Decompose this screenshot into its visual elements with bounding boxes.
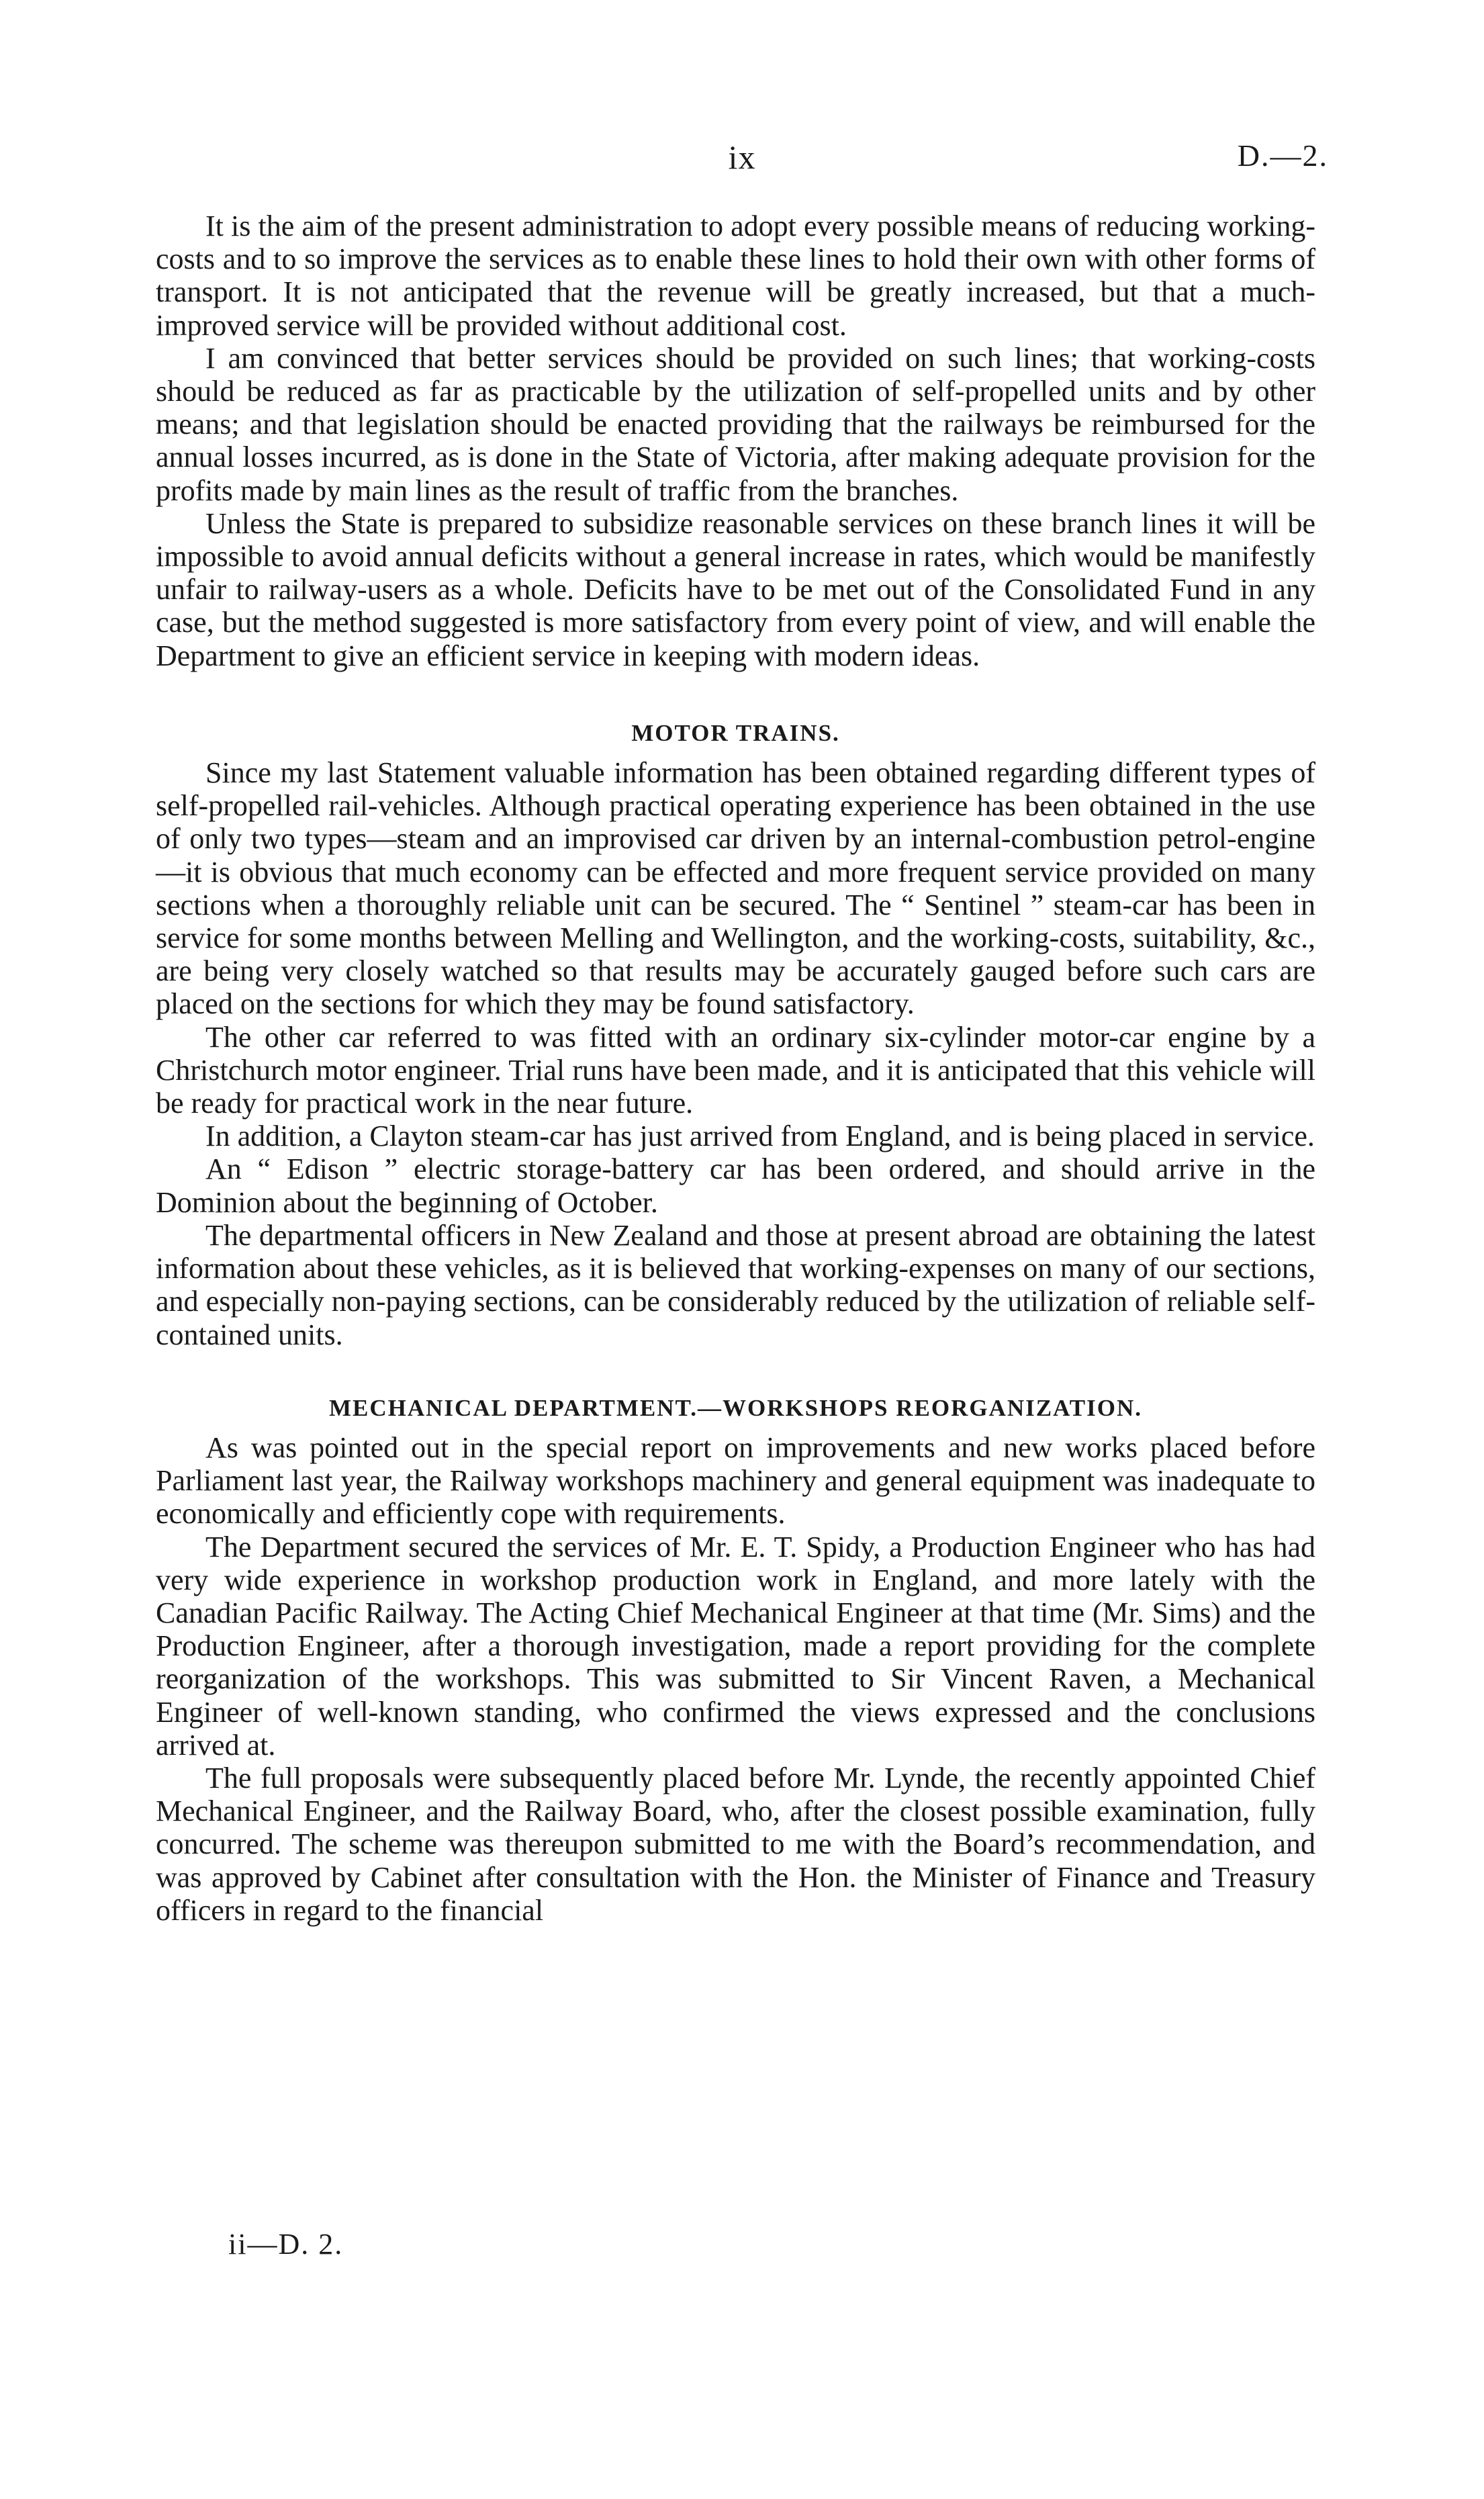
document-body [156,210,1315,1927]
paragraph: The departmental officers in New Zealand and those at present abroad are obtaining the latest information about these vehicles, as it is believed that working-expenses on many of our sections, and especially non-paying sections, can be considerably reduced by the utilization of reliable self-contained units. [156,1218,1315,1351]
paragraph: As was pointed out in the special report on improvements and new works placed before Parliament last year, the Railway workshops machinery and general equipment was inadequate to economically and efficiently cope with requirements. [156,1430,1315,1531]
document-reference: D.—2. [1237,138,1328,173]
paragraph: I am convinced that better services should be provided on such lines; that working-costs should be reduced as far as practicable by the utilization of self-propelled units and by other means; and that legislation should be enacted providing that the railways be reimbursed for the annual losses incurred, as is done in the State of Victoria, after making adequate provision for the profits made by main lines as the result of traffic from the branches. [156,341,1315,507]
paragraph: It is the aim of the present administration to adopt every possible means of reducing working-costs and to so improve the services as to enable these lines to hold their own with other forms of transport. It is not anticipated that the revenue will be greatly increased, but that a much-improved service will be provided without additional cost. [156,210,1315,342]
paragraph: Since my last Statement valuable information has been obtained regarding different types of self-propelled rail-vehicles. Although practical operating experience has been obtained in the use of only two types—steam and an improvised car driven by an internal-combustion petrol-engine—it is obvious that much economy can be effected and more frequent service provided on many sections when a thoroughly reliable unit can be secured. The “ Sentinel ” steam-car has been in service for some months between Melling and Wellington, and the working-costs, suitability, &c., are being very closely watched so that results may be accurately gauged before such cars are placed on the sections for which they may be found satisfactory. [156,756,1315,1021]
paragraph: An “ Edison ” electric storage-battery car has been ordered, and should arrive in the Dominion about the beginning of October. [156,1152,1315,1219]
paragraph: The Department secured the services of Mr. E. T. Spidy, a Production Engineer who has had very wide experience in workshop production work in England, and more lately with the Canadian Pacific Railway. The Acting Chief Mechanical Engineer at that time (Mr. Sims) and the Production Engineer, after a thorough investigation, made a report providing for the complete reorganization of the workshops. This was submitted to Sir Vincent Raven, a Mechanical Engineer of well-known standing, who confirmed the views expressed and the conclusions arrived at. [156,1530,1315,1762]
paragraph: The other car referred to was fitted with an ordinary six-cylinder motor-car engine by a Christchurch motor engineer. Trial runs have been made, and it is anticipated that this vehicle will be ready for practical work in the near future. [156,1020,1315,1120]
section-heading-mechanical-department: MECHANICAL DEPARTMENT.—WORKSHOPS REORGANIZATION. [329,1394,1142,1421]
page-number: ix [728,138,756,176]
paragraph: Unless the State is prepared to subsidize reasonable services on these branch lines it will be impossible to avoid annual deficits without a general increase in rates, which would be manifestly unfair to railway-users as a whole. Deficits have to be met out of the Consolidated Fund in any case, but the method suggested is more satisfactory from every point of view, and will enable the Department to give an efficient service in keeping with modern ideas. [156,506,1315,672]
signature-mark: ii—D. 2. [228,2228,344,2261]
paragraph: The full proposals were subsequently placed before Mr. Lynde, the recently appointed Chief Mechanical Engineer, and the Railway Board, who, after the closest possible examination, fully concurred. The scheme was thereupon submitted to me with the Board’s recommendation, and was approved by Cabinet after consultation with the Hon. the Minister of Finance and Treasury officers in regard to the financial [156,1761,1315,1927]
paragraph: In addition, a Clayton steam-car has just arrived from England, and is being placed in service. [205,1120,1315,1153]
section-heading-motor-trains: MOTOR TRAINS. [631,719,840,746]
